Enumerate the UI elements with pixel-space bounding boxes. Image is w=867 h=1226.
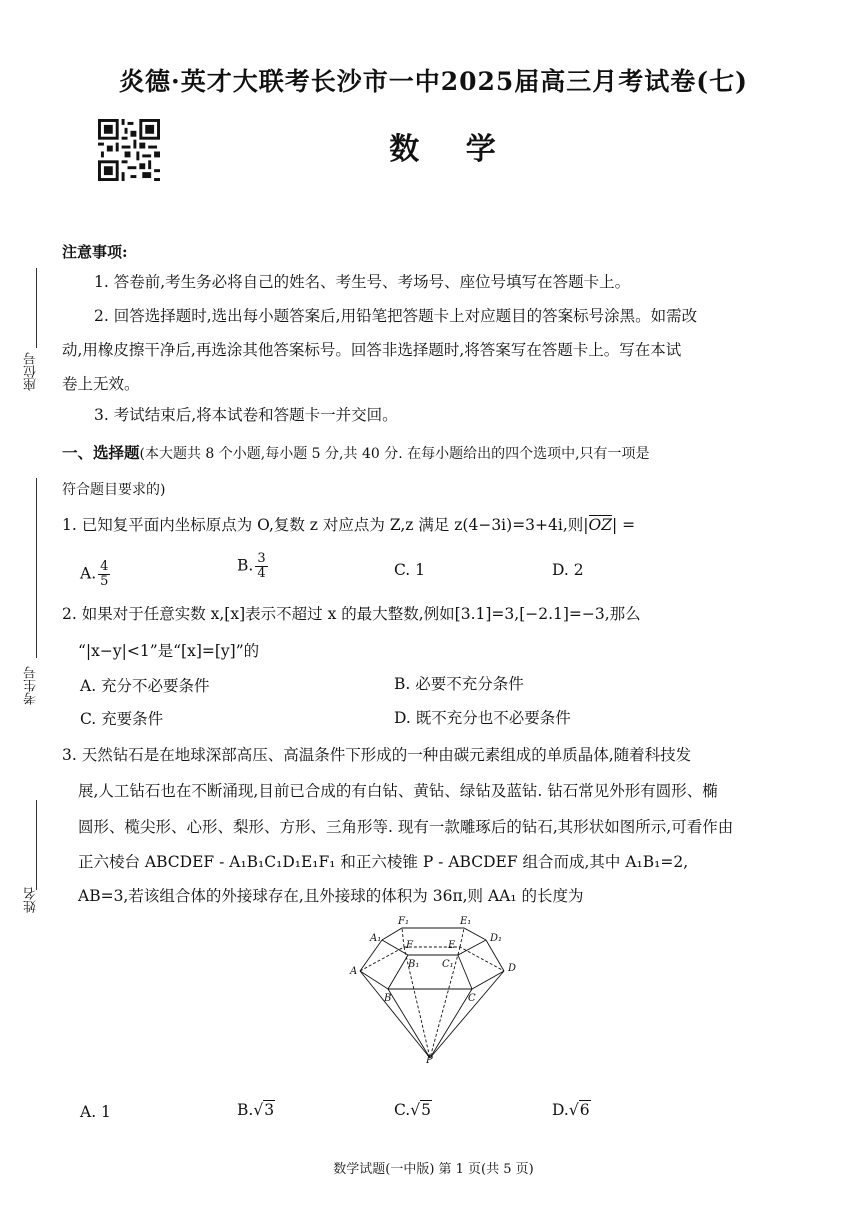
label-d1: D₁ [490,933,503,944]
subject-title: 数 学 [389,132,514,167]
exam-title: 炎德·英才大联考长沙市一中2025届高三月考试卷(七) [119,67,748,96]
radicand: 6 [579,1101,590,1119]
question-2-option-d[interactable]: D. 既不充分也不必要条件 [394,709,571,727]
fraction-3-4 [255,552,267,581]
label-d: D [508,963,517,974]
mid-face-back [360,947,504,971]
edge-e-e1 [460,928,464,947]
sqrt-6: √6 [568,1101,590,1119]
denominator: 5 [100,574,109,589]
edge-a-a1 [360,940,382,971]
label-p: P [426,1055,433,1063]
question-3-option-d[interactable] [552,1100,591,1120]
seat-line [36,268,37,348]
numerator: 4 [100,559,109,574]
section-1-note-line-2: 符合题目要求的) [62,482,166,498]
label-e: E [448,940,456,951]
question-1-option-d[interactable]: D. 2 [552,561,584,579]
edge-f-f1 [402,928,404,947]
diamond-figure [340,913,530,1063]
question-2-option-c[interactable]: C. 充要条件 [80,710,164,728]
sqrt-5: √5 [410,1101,431,1119]
label-a: A [350,966,358,977]
option-a-label: A. [80,564,97,583]
question-1-text: 1. 已知复平面内坐标原点为 O,复数 z 对应点为 Z,z 满足 z(4−3i)=3+4i,则| [62,516,589,534]
vector-oz: OZ [588,516,612,534]
question-2-stem-line-2: “|x−y|<1”是“[x]=[y]”的 [78,642,260,660]
section-1-title: 一、选择题 [62,443,140,462]
question-2-option-a[interactable]: A. 充分不必要条件 [80,677,210,695]
question-1-option-b[interactable] [237,552,268,581]
question-1-text-end: | = [611,516,636,534]
question-3-option-c[interactable] [394,1100,432,1120]
notice-item-2-line-1: 2. 回答选择题时,选出每小题答案后,用铅笔把答题卡上对应题目的答案标号涂黑。如需改 [94,307,698,325]
label-b: B [384,993,392,1004]
fraction-4-5 [98,560,110,589]
radicand: 3 [264,1101,275,1119]
edge-c-p [430,989,472,1058]
notice-heading: 注意事项: [62,243,128,261]
question-3-line-4: 正六棱台 ABCDEF - A₁B₁C₁D₁E₁F₁ 和正六棱锥 P - ABCDEF 组合而成,其中 A₁B₁=2, [78,853,689,871]
numerator: 3 [257,551,266,566]
notice-item-2-line-2: 动,用橡皮擦干净后,再选涂其他答案标号。回答非选择题时,将答案写在答题卡上。写在本试 [62,341,682,359]
mid-face-front [360,971,504,989]
edge-b-p [388,989,430,1058]
option-b-label: B. [237,1101,254,1119]
question-3-line-2: 展,人工钻石也在不断涌现,目前已合成的有白钻、黄钻、绿钻及蓝钻. 钻石常见外形有圆形、椭 [78,782,718,800]
radicand: 5 [421,1101,431,1119]
exam-no-line [36,478,37,658]
question-3-line-1: 3. 天然钻石是在地球深部高压、高温条件下形成的一种由碳元素组成的单质晶体,随着科技发 [62,746,692,764]
label-b1: B₁ [408,959,420,970]
question-2-stem-line-1: 2. 如果对于任意实数 x,[x]表示不超过 x 的最大整数,例如[3.1]=3,[−2.1]=−3,那么 [62,605,641,623]
edge-c-c1 [458,955,472,989]
label-c1: C₁ [442,959,454,970]
exam-no-label: 考生号 [24,666,39,706]
notice-item-3: 3. 考试结束后,将本试卷和答题卡一并交回。 [94,406,398,424]
question-3-option-b[interactable] [237,1100,275,1120]
page-footer: 数学试题(一中版) 第 1 页(共 5 页) [333,1162,534,1177]
question-3-line-5: AB=3,若该组合体的外接球存在,且外接球的体积为 36π,则 AA₁ 的长度为 [78,887,584,905]
sqrt-3: √3 [253,1101,275,1119]
option-b-label: B. [237,556,254,575]
label-e1: E₁ [460,916,472,927]
question-3-option-a[interactable]: A. 1 [80,1103,111,1121]
notice-item-2-line-3: 卷上无效。 [62,375,140,393]
question-1-option-a[interactable] [80,560,110,589]
edge-a-p [360,971,430,1058]
label-f: F [406,940,413,951]
section-1-header [62,443,650,464]
denominator: 4 [257,566,266,581]
question-1-stem [62,515,635,535]
label-a1: A₁ [370,933,382,944]
label-f1: F₁ [398,916,409,927]
question-1-option-c[interactable]: C. 1 [394,561,426,579]
edge-b-b1 [388,955,408,989]
name-label: 姓名 [24,887,39,913]
question-3-line-3: 圆形、榄尖形、心形、梨形、方形、三角形等. 现有一款雕琢后的钻石,其形状如图所示,可看作由 [78,818,734,836]
label-c: C [468,993,476,1004]
question-2-option-b[interactable]: B. 必要不充分条件 [394,675,524,693]
notice-item-1: 1. 答卷前,考生务必将自己的姓名、考生号、考场号、座位号填写在答题卡上。 [94,273,631,291]
name-line [36,800,37,890]
option-c-label: C. [394,1101,411,1119]
section-1-note-line-1: (本大题共 8 个小题,每小题 5 分,共 40 分. 在每小题给出的四个选项中,只有一项是 [139,446,650,462]
edge-d-p [430,971,504,1058]
option-d-label: D. [552,1101,569,1119]
qr-code-icon [98,119,160,181]
top-face-back [382,928,486,940]
top-face-front [382,940,486,955]
seat-label: 座位号 [24,352,39,392]
